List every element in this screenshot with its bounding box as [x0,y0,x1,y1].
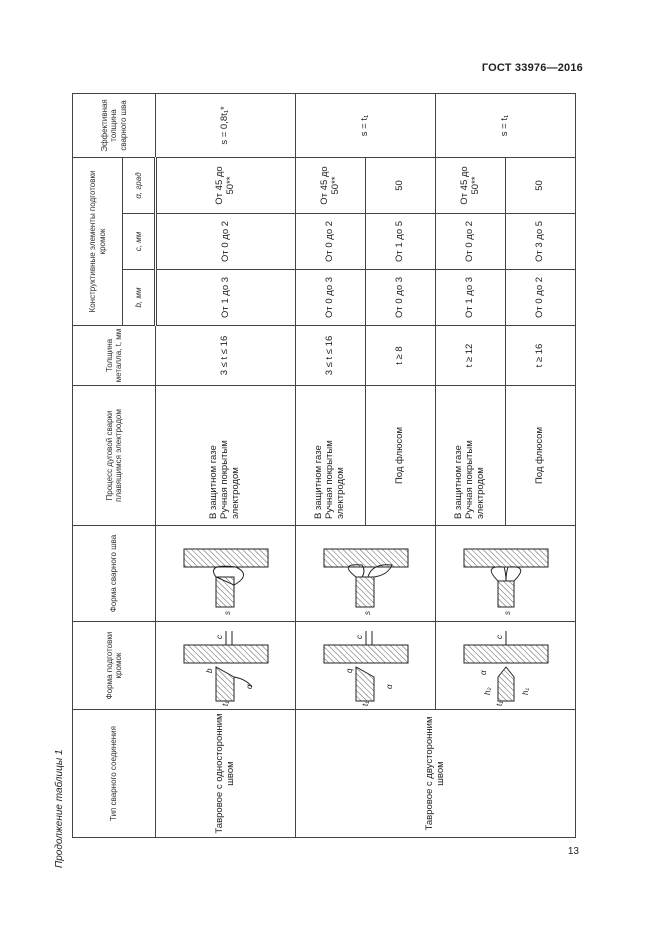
b-cell: От 0 до 3 [296,270,366,326]
effective-cell: s = t₁ [296,93,436,157]
thickness-cell: t ≥ 16 [506,326,576,386]
t1-label: t₁ [220,701,230,706]
b-cell: От 0 до 3 [366,270,436,326]
header-weld-form: Форма сварного шва [73,526,156,622]
thickness-cell: t ≥ 12 [436,326,506,386]
header-elements: Конструктивные элементы подготовки кромок [73,157,123,325]
weld-form-drawing [316,527,416,619]
s-label: s [222,611,232,615]
b-label: b [204,668,214,673]
effective-cell: s = t₁ [436,93,576,157]
weld-sketch-double-1 [296,526,436,622]
header-c: c, мм [123,214,156,270]
header-effective: Эффективная толщина сварного шва [73,93,156,157]
t1-label: t₁ [494,701,504,706]
c-label: c [214,635,224,639]
c-cell: От 0 до 2 [436,214,506,270]
alpha-cell: 50 [506,157,576,213]
rotated-table-container [72,94,576,838]
header-process: Процесс дуговой сварки плавящимся электродом [73,386,156,526]
table-row [156,93,296,837]
edge-prep-drawing [176,623,276,707]
h1-label: h₁ [520,688,530,695]
h2-label: h₂ [482,687,492,695]
continuation-label: Продолжение таблицы 1 [54,749,65,868]
table-row [296,93,366,837]
alpha-cell: От 45 до 50** [436,157,506,213]
weld-sketch-double-2 [436,526,576,622]
thickness-cell: t ≥ 8 [366,326,436,386]
alpha-label: α [384,684,394,689]
alpha-cell: 50 [366,157,436,213]
weld-sketch-single [156,526,296,622]
joint-type-double: Тавровое с двусторонним швом [296,710,576,838]
b-cell: От 1 до 3 [436,270,506,326]
thickness-cell: 3 ≤ t ≤ 16 [156,326,296,386]
weld-table [72,93,576,838]
weld-form-drawing [176,527,276,619]
c-cell: От 0 до 2 [296,214,366,270]
header-edge-form: Форма подготовки кромок [73,622,156,710]
b-cell: От 1 до 3 [156,270,296,326]
s-label: s [362,611,372,615]
edge-sketch-double-1 [296,622,436,710]
c-label: c [354,635,364,639]
t1-label: t₁ [360,701,370,706]
process-cell [436,386,506,526]
edge-prep-drawing [456,623,556,707]
alpha-cell: От 45 до 50** [296,157,366,213]
process-cell: Под флюсом [506,386,576,526]
c-cell: От 0 до 2 [156,214,296,270]
weld-form-drawing [456,527,556,619]
edge-sketch-single [156,622,296,710]
alpha-label: α [244,684,254,689]
header-b: b, мм [123,270,156,326]
edge-sketch-double-2 [436,622,576,710]
process-text: В защитном газе Ручная покрытым электродом [313,440,346,519]
standard-header: ГОСТ 33976—2016 [481,62,583,74]
header-joint-type: Тип сварного соединения [73,710,156,838]
c-cell: От 1 до 5 [366,214,436,270]
process-cell [296,386,366,526]
process-text: В защитном газе Ручная покрытым электродом [453,440,486,519]
header-alpha: α, град [123,157,156,213]
alpha-label: α [478,670,488,675]
alpha-cell: От 45 до 50** [156,157,296,213]
b-cell: От 0 до 2 [506,270,576,326]
thickness-cell: 3 ≤ t ≤ 16 [296,326,366,386]
joint-type-single: Тавровое с односторонним швом [156,710,296,838]
header-thickness: Толщина металла, t, мм [73,326,156,386]
process-cell: Под флюсом [366,386,436,526]
process-text: В защитном газе Ручная покрытым электродом [208,440,241,519]
page-number: 13 [567,846,579,857]
c-cell: От 3 до 5 [506,214,576,270]
edge-prep-drawing [316,623,416,707]
effective-cell: s = 0,8t₁* [156,93,296,157]
process-cell [156,386,296,526]
c-label: c [494,635,504,639]
q-label: q [344,668,354,673]
s-label: s [502,611,512,615]
